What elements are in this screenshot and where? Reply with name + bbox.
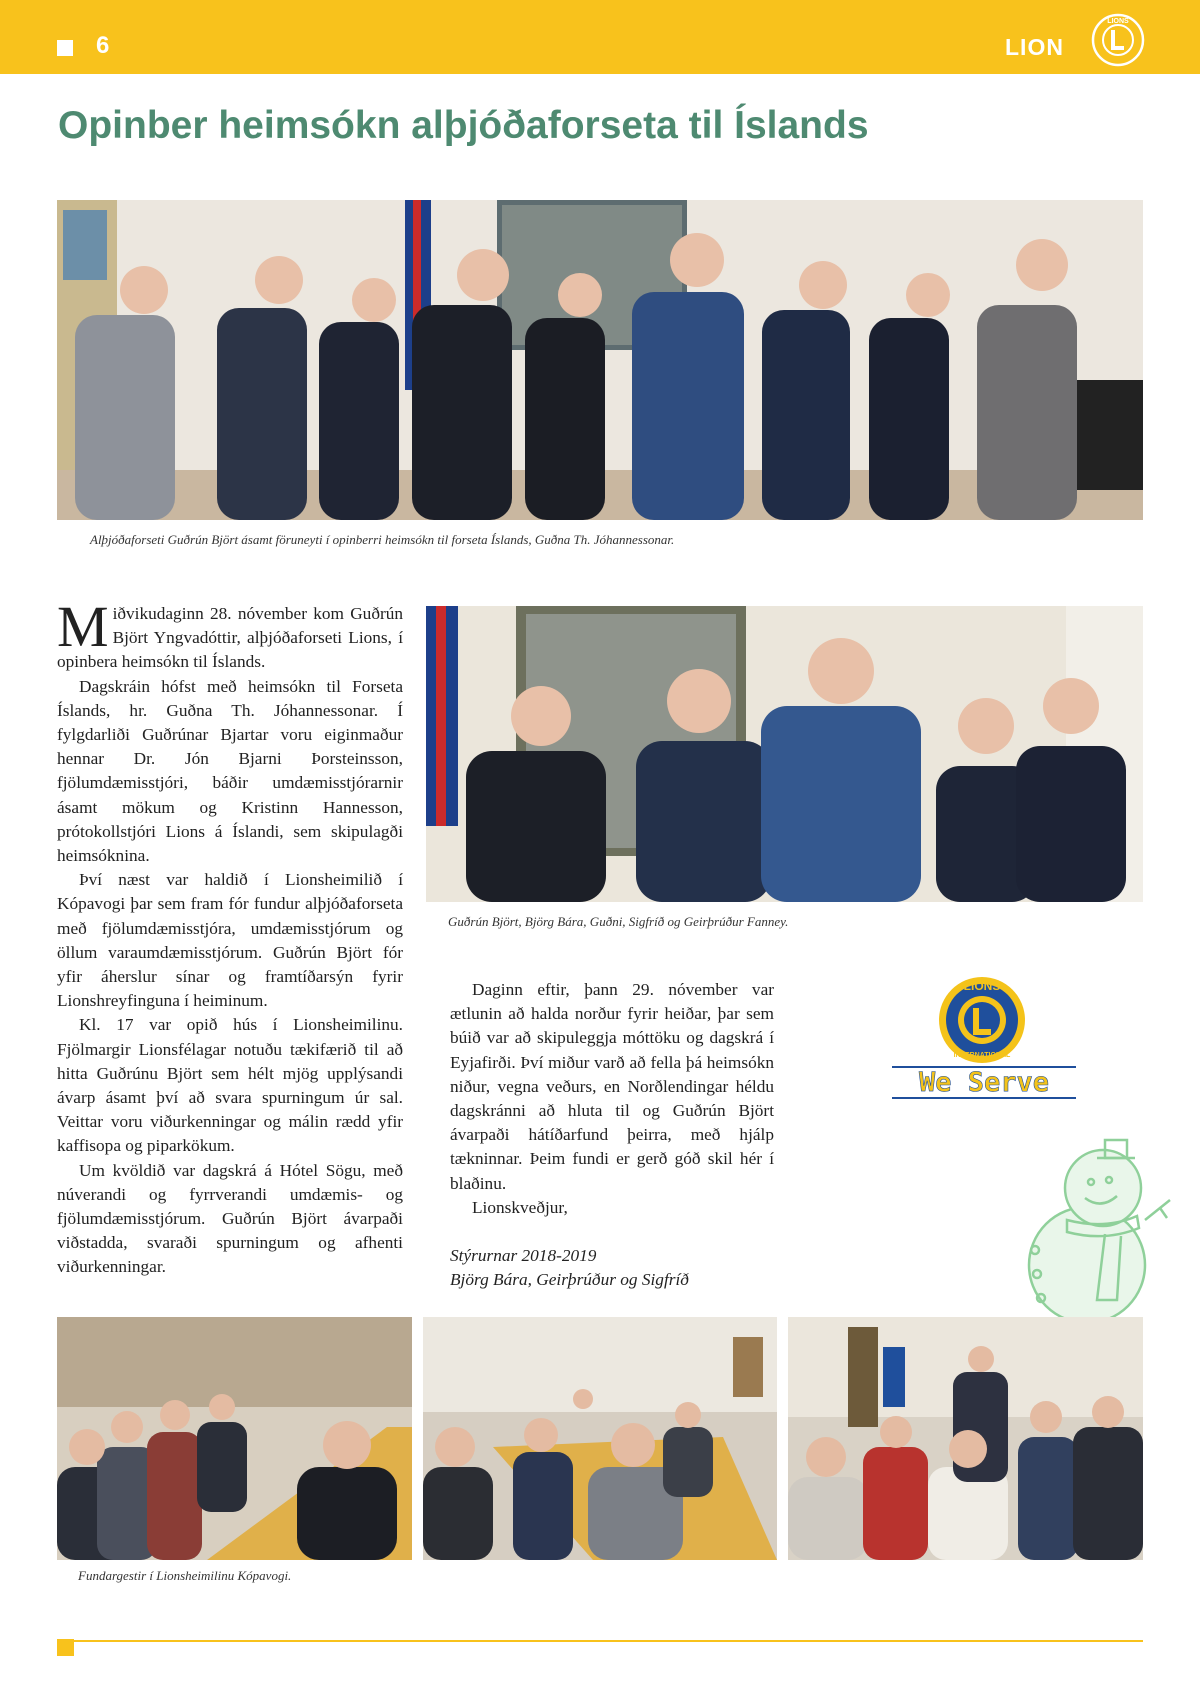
we-serve-emblem xyxy=(890,975,1078,1105)
drop-cap: M xyxy=(57,594,109,659)
footer-rule xyxy=(57,1640,1143,1642)
photo-meeting-3 xyxy=(788,1317,1143,1560)
signature-line-1: Stýrurnar 2018-2019 xyxy=(450,1246,597,1266)
caption-top-photo: Alþjóðaforseti Guðrún Björt ásamt föruneyti í opinberri heimsókn til forseta Íslands, Guðna Th. Jóhannessonar. xyxy=(90,532,675,547)
page-number: 6 xyxy=(96,32,110,59)
paragraph-6: Daginn eftir, þann 29. nóvember var ætlunin að halda norður fyrir heiðar, þar sem búið var að skipuleggja móttöku og dagskrá í Eyjafirði. Því miður varð að fella þá heimsókn niður, vegna veðurs, en Norðlendingar héldu dagskránni að hluta til og Guðrún Björt ávarpaði hátíðarfund þeirra, með hjálp tækninnar. Þeim fundi er gerð góð skil hér í blaðinu. xyxy=(450,980,774,1193)
paragraph-2: Dagskráin hófst með heimsókn til Forseta Íslands, hr. Guðna Th. Jóhannessonar. Í fylgdarliði Guðrúnar Bjartar voru eiginmaður hennar Dr. Jón Bjarni Þorsteinsson, fjölumdæmisstjóri, báðir umdæmisstjórarnir ásamt mökum og Kristinn Hannesson, prótokollstjóri Lions á Íslandi, sem skipulagði heimsóknina. xyxy=(57,676,403,866)
paragraph-1 xyxy=(57,594,403,675)
footer-square xyxy=(57,1639,74,1656)
lions-logo-icon xyxy=(1090,12,1146,68)
paragraph-4: Kl. 17 var opið hús í Lionsheimilinu. Fjölmargir Lionsfélagar notuðu tækifærið til að hitta Guðrúnu Björt sem hélt mjög upplýsandi ávarp ásamt því að svara spurningum úr sal. Veittar voru viðurkenningar og málin rædd yfir kaffisopa og piparkökum. xyxy=(57,1015,403,1156)
emblem-ring-text: LIONS xyxy=(963,979,1001,993)
article-column-1 xyxy=(57,594,403,1280)
emblem-ring-text-bottom: INTERNATIONAL xyxy=(953,1052,1011,1059)
signature-block xyxy=(450,1244,774,1292)
snowman-icon xyxy=(1005,1130,1175,1330)
header-bar xyxy=(0,0,1200,74)
paragraph-5: Um kvöldið var dagskrá á Hótel Sögu, með núverandi og fyrrverandi umdæmis- og fjölumdæmisstjórum. Guðrún Björt ávarpaði viðstadda, svaraði spurningum og afhenti viðurkenningar. xyxy=(57,1160,403,1277)
closing-greeting: Lionskveðjur, xyxy=(472,1197,568,1217)
logo-ring-text: LIONS xyxy=(1107,18,1129,25)
magazine-name: LION xyxy=(1005,34,1064,60)
caption-middle-photo: Guðrún Björt, Björg Bára, Guðni, Sigfríð og Geirþrúður Fanney. xyxy=(448,914,789,929)
page-marker-square xyxy=(57,40,73,56)
motto-text: We Serve xyxy=(918,1067,1050,1098)
article-title: Opinber heimsókn alþjóðaforseta til Íslands xyxy=(58,104,869,147)
photo-meeting-1 xyxy=(57,1317,412,1560)
photo-five-people xyxy=(426,606,1143,902)
photo-meeting-2 xyxy=(423,1317,777,1560)
photo-group-portrait xyxy=(57,200,1143,520)
caption-bottom-photos: Fundargestir í Lionsheimilinu Kópavogi. xyxy=(78,1568,292,1583)
paragraph-1-text: iðvikudaginn 28. nóvember kom Guðrún Björt Yngvadóttir, alþjóðaforseti Lions, í opinbera heimsókn til Íslands. xyxy=(57,604,403,672)
article-column-2 xyxy=(450,978,774,1292)
paragraph-3: Því næst var haldið í Lionsheimilið í Kópavogi þar sem fram fór fundur alþjóðaforseta með fjölumdæmisstjóra, umdæmisstjórum og öllum varaumdæmisstjórum. Guðrún Björt fór yfir áherslur sínar og framtíðarsýn fyrir Lionshreyfinguna í heiminum. xyxy=(57,870,403,1011)
signature-line-2: Björg Bára, Geirþrúður og Sigfríð xyxy=(450,1270,689,1290)
